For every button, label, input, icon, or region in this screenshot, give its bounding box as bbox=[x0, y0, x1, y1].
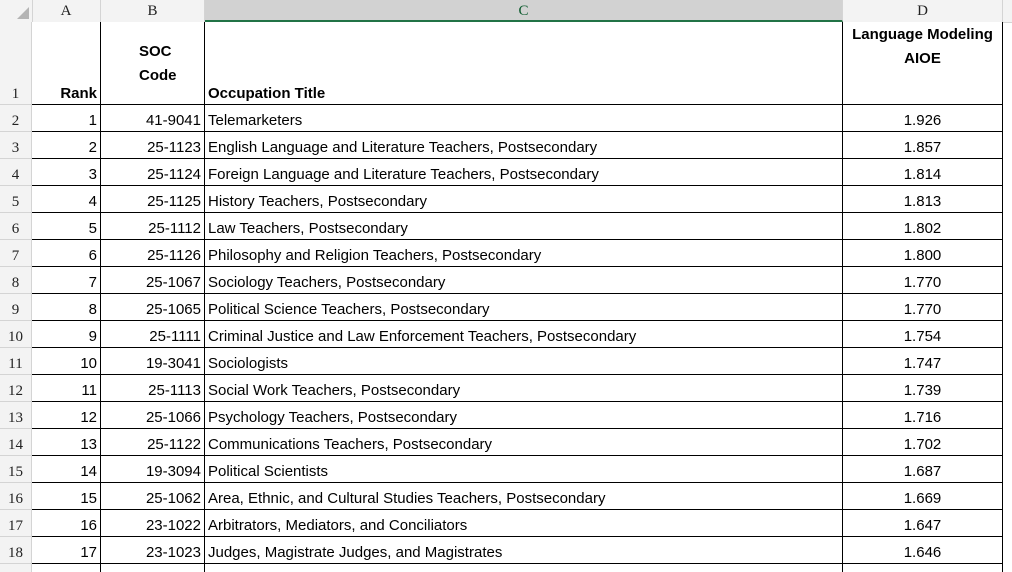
header-soc-line2: Code bbox=[139, 67, 177, 84]
header-cell-occupation-title[interactable] bbox=[205, 22, 843, 105]
occupation-title-cell-value: Arbitrators, Mediators, and Conciliators bbox=[208, 517, 468, 534]
aioe-score-cell-value: 1.747 bbox=[903, 355, 942, 372]
row-header[interactable] bbox=[0, 267, 32, 294]
occupation-title-cell[interactable] bbox=[205, 105, 843, 132]
row-number: 1 bbox=[11, 86, 20, 102]
aioe-score-cell[interactable] bbox=[843, 402, 1003, 429]
aioe-score-cell[interactable] bbox=[843, 537, 1003, 564]
soc-code-cell-value: 25-1122 bbox=[147, 436, 201, 453]
row-number: 8 bbox=[11, 275, 20, 291]
soc-code-cell[interactable] bbox=[101, 429, 205, 456]
rank-cell[interactable] bbox=[32, 105, 101, 132]
header-cell-soc-code[interactable] bbox=[101, 22, 205, 105]
occupation-title-cell[interactable] bbox=[205, 483, 843, 510]
header-cell-aioe[interactable] bbox=[843, 22, 1003, 105]
aioe-score-cell[interactable] bbox=[843, 510, 1003, 537]
header-aioe-line2: AIOE bbox=[904, 50, 941, 67]
rank-cell-value: 7 bbox=[88, 274, 97, 291]
table-cell-partial[interactable] bbox=[32, 564, 101, 572]
rank-cell[interactable] bbox=[32, 348, 101, 375]
soc-code-cell-value: 19-3041 bbox=[145, 355, 201, 372]
aioe-score-cell-value: 1.814 bbox=[903, 166, 942, 183]
occupation-title-cell-value: Political Science Teachers, Postsecondary bbox=[208, 301, 490, 318]
header-cell-rank[interactable] bbox=[32, 22, 101, 105]
occupation-title-cell-value: Psychology Teachers, Postsecondary bbox=[208, 409, 458, 426]
occupation-title-cell-value: Sociologists bbox=[208, 355, 289, 372]
aioe-score-cell[interactable] bbox=[843, 105, 1003, 132]
soc-code-cell-value: 25-1062 bbox=[145, 490, 201, 507]
row-header-partial[interactable] bbox=[0, 564, 32, 572]
occupation-title-cell[interactable] bbox=[205, 456, 843, 483]
occupation-title-cell-value: Foreign Language and Literature Teachers, Postsecondary bbox=[208, 166, 599, 183]
rank-cell[interactable] bbox=[32, 213, 101, 240]
occupation-title-cell-value: Social Work Teachers, Postsecondary bbox=[208, 382, 461, 399]
aioe-score-cell[interactable] bbox=[843, 186, 1003, 213]
row-number: 11 bbox=[8, 356, 23, 372]
rank-cell[interactable] bbox=[32, 375, 101, 402]
row-number: 12 bbox=[8, 383, 23, 399]
aioe-score-cell-value: 1.802 bbox=[903, 220, 942, 237]
row-header[interactable] bbox=[0, 456, 32, 483]
occupation-title-cell[interactable] bbox=[205, 348, 843, 375]
row-header[interactable] bbox=[0, 105, 32, 132]
aioe-score-cell-value: 1.646 bbox=[903, 544, 942, 561]
soc-code-cell-value: 25-1066 bbox=[145, 409, 201, 426]
row-header[interactable] bbox=[0, 483, 32, 510]
table-cell-partial[interactable] bbox=[205, 564, 843, 572]
select-all-button[interactable] bbox=[0, 0, 33, 22]
soc-code-cell[interactable] bbox=[101, 294, 205, 321]
aioe-score-cell[interactable] bbox=[843, 294, 1003, 321]
row-number: 2 bbox=[11, 113, 20, 129]
row-number: 5 bbox=[11, 194, 20, 210]
aioe-score-cell-value: 1.770 bbox=[903, 274, 942, 291]
soc-code-cell-value: 23-1023 bbox=[145, 544, 201, 561]
row-number: 13 bbox=[8, 410, 23, 426]
soc-code-cell[interactable] bbox=[101, 483, 205, 510]
soc-code-cell-value: 25-1123 bbox=[147, 139, 201, 156]
rank-cell-value: 8 bbox=[88, 301, 97, 318]
soc-code-cell-value: 23-1022 bbox=[145, 517, 201, 534]
occupation-title-cell-value: History Teachers, Postsecondary bbox=[208, 193, 427, 210]
header-aioe-line1: Language Modeling bbox=[852, 26, 993, 43]
aioe-score-cell-value: 1.702 bbox=[903, 436, 942, 453]
occupation-title-cell-value: Judges, Magistrate Judges, and Magistrates bbox=[208, 544, 503, 561]
row-header[interactable] bbox=[0, 510, 32, 537]
aioe-score-cell-value: 1.687 bbox=[903, 463, 942, 480]
occupation-title-cell-value: Philosophy and Religion Teachers, Postsecondary bbox=[208, 247, 542, 264]
column-header-bar bbox=[0, 0, 1012, 23]
occupation-title-cell-value: Law Teachers, Postsecondary bbox=[208, 220, 408, 237]
row-header[interactable] bbox=[0, 429, 32, 456]
row-number: 7 bbox=[11, 248, 20, 264]
aioe-score-cell[interactable] bbox=[843, 132, 1003, 159]
soc-code-cell[interactable] bbox=[101, 456, 205, 483]
aioe-score-cell-value: 1.813 bbox=[903, 193, 942, 210]
row-header[interactable] bbox=[0, 375, 32, 402]
row-header[interactable] bbox=[0, 321, 32, 348]
row-number: 9 bbox=[11, 302, 20, 318]
occupation-title-cell[interactable] bbox=[205, 429, 843, 456]
aioe-score-cell-value: 1.800 bbox=[903, 247, 942, 264]
rank-cell-value: 14 bbox=[80, 463, 97, 480]
soc-code-cell[interactable] bbox=[101, 510, 205, 537]
row-header[interactable] bbox=[0, 159, 32, 186]
occupation-title-cell[interactable] bbox=[205, 375, 843, 402]
table-cell-partial[interactable] bbox=[101, 564, 205, 572]
row-number: 18 bbox=[8, 545, 23, 561]
aioe-score-cell-value: 1.669 bbox=[903, 490, 942, 507]
select-all-triangle-icon bbox=[17, 7, 29, 19]
aioe-score-cell[interactable] bbox=[843, 375, 1003, 402]
soc-code-cell[interactable] bbox=[101, 186, 205, 213]
row-header[interactable] bbox=[0, 186, 32, 213]
aioe-score-cell[interactable] bbox=[843, 159, 1003, 186]
soc-code-cell-value: 25-1125 bbox=[147, 193, 201, 210]
soc-code-cell[interactable] bbox=[101, 105, 205, 132]
soc-code-cell[interactable] bbox=[101, 159, 205, 186]
soc-code-cell[interactable] bbox=[101, 267, 205, 294]
row-header[interactable] bbox=[0, 294, 32, 321]
table-cell-partial[interactable] bbox=[843, 564, 1003, 572]
row-number: 15 bbox=[8, 464, 23, 480]
column-header-b[interactable]: B bbox=[101, 0, 205, 22]
rank-cell-value: 11 bbox=[81, 382, 97, 399]
aioe-score-cell[interactable] bbox=[843, 483, 1003, 510]
occupation-title-cell[interactable] bbox=[205, 402, 843, 429]
occupation-title-cell[interactable] bbox=[205, 159, 843, 186]
aioe-score-cell[interactable] bbox=[843, 213, 1003, 240]
rank-cell-value: 3 bbox=[88, 166, 97, 183]
soc-code-cell[interactable] bbox=[101, 375, 205, 402]
rank-cell-value: 15 bbox=[80, 490, 97, 507]
rank-cell[interactable] bbox=[32, 186, 101, 213]
row-number: 14 bbox=[8, 437, 23, 453]
soc-code-cell-value: 25-1124 bbox=[147, 166, 201, 183]
rank-cell[interactable] bbox=[32, 456, 101, 483]
rank-cell-value: 16 bbox=[80, 517, 97, 534]
rank-cell-value: 13 bbox=[80, 436, 97, 453]
aioe-score-cell[interactable] bbox=[843, 429, 1003, 456]
aioe-score-cell-value: 1.647 bbox=[903, 517, 942, 534]
rank-cell[interactable] bbox=[32, 159, 101, 186]
occupation-title-cell[interactable] bbox=[205, 240, 843, 267]
occupation-title-cell[interactable] bbox=[205, 213, 843, 240]
rank-cell-value: 6 bbox=[88, 247, 97, 264]
occupation-title-cell-value: Criminal Justice and Law Enforcement Teachers, Postsecondary bbox=[208, 328, 637, 345]
soc-code-cell-value: 19-3094 bbox=[145, 463, 201, 480]
column-header-c[interactable]: C bbox=[205, 0, 843, 22]
soc-code-cell[interactable] bbox=[101, 132, 205, 159]
header-rank-label: Rank bbox=[60, 85, 97, 102]
occupation-title-cell-value: Area, Ethnic, and Cultural Studies Teachers, Postsecondary bbox=[208, 490, 606, 507]
row-number: 3 bbox=[11, 140, 20, 156]
rank-cell-value: 5 bbox=[88, 220, 97, 237]
occupation-title-cell[interactable] bbox=[205, 510, 843, 537]
soc-code-cell-value: 25-1111 bbox=[149, 328, 201, 345]
rank-cell-value: 12 bbox=[80, 409, 97, 426]
soc-code-cell[interactable] bbox=[101, 537, 205, 564]
aioe-score-cell-value: 1.770 bbox=[903, 301, 942, 318]
occupation-title-cell[interactable] bbox=[205, 321, 843, 348]
aioe-score-cell[interactable] bbox=[843, 321, 1003, 348]
soc-code-cell[interactable] bbox=[101, 321, 205, 348]
aioe-score-cell[interactable] bbox=[843, 240, 1003, 267]
rank-cell[interactable] bbox=[32, 483, 101, 510]
rank-cell[interactable] bbox=[32, 132, 101, 159]
rank-cell[interactable] bbox=[32, 429, 101, 456]
occupation-title-cell[interactable] bbox=[205, 537, 843, 564]
row-number: 16 bbox=[8, 491, 23, 507]
rank-cell[interactable] bbox=[32, 510, 101, 537]
rank-cell[interactable] bbox=[32, 294, 101, 321]
column-header-d[interactable]: D bbox=[843, 0, 1003, 22]
header-title-label: Occupation Title bbox=[208, 85, 326, 102]
aioe-score-cell-value: 1.739 bbox=[903, 382, 942, 399]
soc-code-cell-value: 25-1113 bbox=[148, 382, 201, 399]
occupation-title-cell[interactable] bbox=[205, 186, 843, 213]
soc-code-cell-value: 25-1067 bbox=[145, 274, 201, 291]
occupation-title-cell-value: Sociology Teachers, Postsecondary bbox=[208, 274, 446, 291]
row-header[interactable] bbox=[0, 240, 32, 267]
rank-cell-value: 1 bbox=[88, 112, 97, 129]
aioe-score-cell-value: 1.926 bbox=[903, 112, 942, 129]
row-header[interactable] bbox=[0, 22, 32, 105]
rank-cell[interactable] bbox=[32, 267, 101, 294]
soc-code-cell[interactable] bbox=[101, 348, 205, 375]
rank-cell-value: 2 bbox=[88, 139, 97, 156]
row-number: 17 bbox=[8, 518, 23, 534]
aioe-score-cell-value: 1.716 bbox=[903, 409, 942, 426]
rank-cell-value: 4 bbox=[88, 193, 97, 210]
aioe-score-cell[interactable] bbox=[843, 348, 1003, 375]
soc-code-cell[interactable] bbox=[101, 240, 205, 267]
aioe-score-cell-value: 1.754 bbox=[903, 328, 942, 345]
rank-cell[interactable] bbox=[32, 402, 101, 429]
soc-code-cell-value: 25-1112 bbox=[148, 220, 201, 237]
row-header[interactable] bbox=[0, 132, 32, 159]
rank-cell[interactable] bbox=[32, 537, 101, 564]
row-number: 10 bbox=[8, 329, 23, 345]
occupation-title-cell-value: Political Scientists bbox=[208, 463, 329, 480]
rank-cell[interactable] bbox=[32, 321, 101, 348]
row-header[interactable] bbox=[0, 348, 32, 375]
soc-code-cell-value: 25-1065 bbox=[145, 301, 201, 318]
occupation-title-cell[interactable] bbox=[205, 294, 843, 321]
rank-cell-value: 9 bbox=[88, 328, 97, 345]
occupation-title-cell-value: Communications Teachers, Postsecondary bbox=[208, 436, 493, 453]
column-header-a[interactable]: A bbox=[32, 0, 101, 22]
row-number: 6 bbox=[11, 221, 20, 237]
row-header[interactable] bbox=[0, 213, 32, 240]
aioe-score-cell[interactable] bbox=[843, 267, 1003, 294]
occupation-title-cell[interactable] bbox=[205, 132, 843, 159]
aioe-score-cell-value: 1.857 bbox=[903, 139, 942, 156]
soc-code-cell[interactable] bbox=[101, 402, 205, 429]
occupation-title-cell-value: English Language and Literature Teachers, Postsecondary bbox=[208, 139, 598, 156]
row-number: 4 bbox=[11, 167, 20, 183]
occupation-title-cell-value: Telemarketers bbox=[208, 112, 303, 129]
soc-code-cell[interactable] bbox=[101, 213, 205, 240]
occupation-title-cell[interactable] bbox=[205, 267, 843, 294]
rank-cell-value: 17 bbox=[80, 544, 97, 561]
aioe-score-cell[interactable] bbox=[843, 456, 1003, 483]
rank-cell[interactable] bbox=[32, 240, 101, 267]
row-header[interactable] bbox=[0, 402, 32, 429]
rank-cell-value: 10 bbox=[80, 355, 97, 372]
soc-code-cell-value: 41-9041 bbox=[145, 112, 201, 129]
header-soc-line1: SOC bbox=[139, 43, 172, 60]
row-header[interactable] bbox=[0, 537, 32, 564]
soc-code-cell-value: 25-1126 bbox=[147, 247, 201, 264]
